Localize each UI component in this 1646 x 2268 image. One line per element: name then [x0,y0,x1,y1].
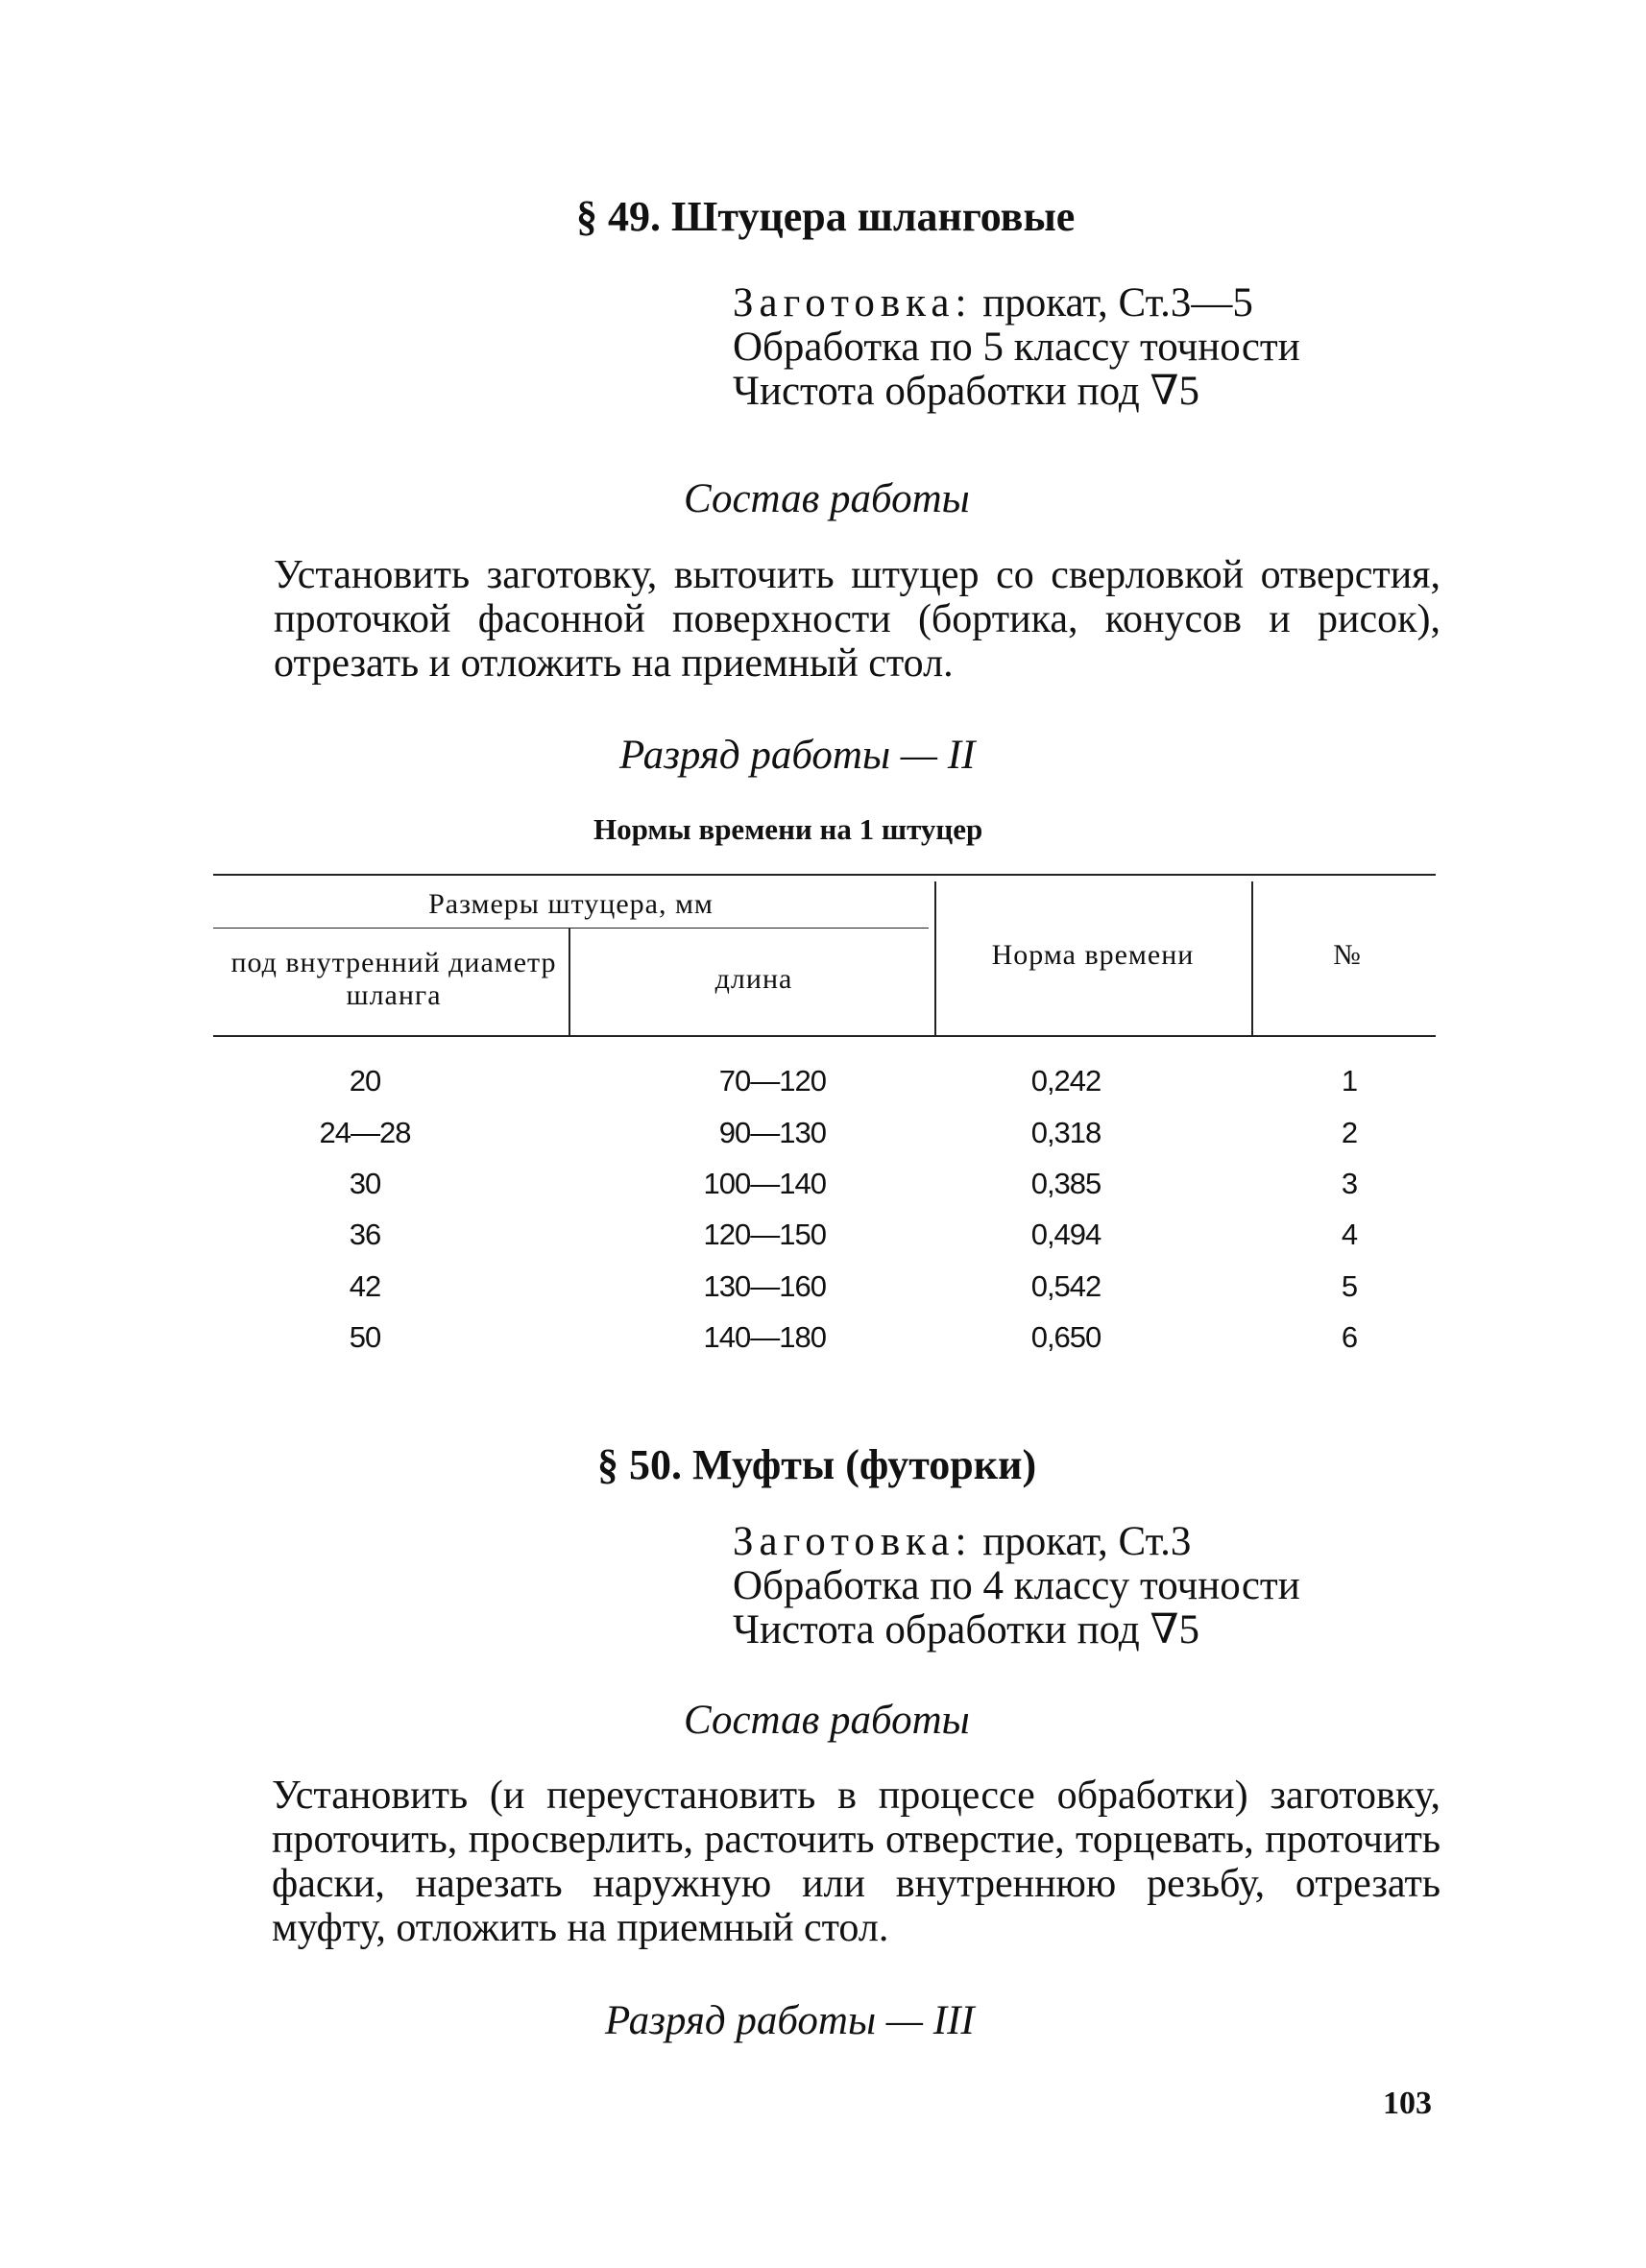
group-header-rule [213,928,929,929]
section-50-grade: Разряд работы — III [605,1998,975,2043]
table-caption: Нормы времени на 1 штуцер [593,812,983,846]
table-row [0,1218,1646,1269]
col-header-num: № [1333,939,1362,971]
cell-num: 2 [1341,1116,1358,1149]
cell-diameter: 20 [349,1064,381,1098]
col-header-norm: Норма времени [991,939,1195,971]
section-50-blank-value: прокат, Ст.3 [972,1519,1192,1564]
section-49-title: § 49. Штуцера шланговые [576,193,1076,240]
cell-norm: 0,650 [1030,1320,1101,1354]
table-top-rule [213,874,1436,876]
table-row [0,1167,1646,1218]
section-49-blank [733,281,1253,326]
cell-norm: 0,318 [1030,1116,1101,1149]
cell-length: 120—150 [703,1218,826,1251]
table-row [0,1320,1646,1372]
cell-num: 5 [1341,1269,1358,1303]
section-49-accuracy: Обработка по 5 классу точности [733,325,1300,370]
cell-diameter: 36 [349,1218,381,1251]
col-divider-3 [1251,881,1253,1035]
section-50-work-text: Установить (и переустановить в процессе обработки) заготовку, проточить, просверлить, расточить отверстие, торцевать, проточить фаски, нарезать наружную или внутреннюю резьбу, отрезать муфту, отложить на приемный стол. [272,1773,1440,1950]
header-bottom-rule [213,1035,1436,1037]
table-row [0,1116,1646,1168]
cell-diameter: 24—28 [319,1116,411,1149]
section-49-blank-value: прокат, Ст.3—5 [972,280,1253,326]
cell-norm: 0,542 [1030,1269,1101,1303]
section-49-blank-label: Заготовка: [733,280,973,326]
cell-length: 70—120 [718,1064,826,1098]
cell-norm: 0,242 [1030,1064,1101,1098]
section-50-work-heading: Состав работы [684,1698,970,1743]
cell-length: 130—160 [703,1269,826,1303]
section-50-blank-label: Заготовка: [733,1519,973,1564]
cell-num: 1 [1341,1064,1358,1098]
cell-diameter: 42 [349,1269,381,1303]
section-50-finish: Чистота обработки под ∇5 [733,1607,1199,1653]
cell-length: 140—180 [703,1320,826,1354]
col-header-diameter: под внутренний диаметр шланга [230,947,557,1011]
section-50-accuracy: Обработка по 4 классу точности [733,1563,1300,1608]
section-49-work-heading: Состав работы [684,476,970,521]
cell-norm: 0,494 [1030,1218,1101,1251]
section-49-finish: Чистота обработки под ∇5 [733,369,1199,414]
table-row [0,1064,1646,1116]
cell-length: 90—130 [718,1116,826,1149]
section-50-blank [733,1520,1191,1564]
cell-num: 6 [1341,1320,1358,1354]
col-divider-1 [569,929,570,1035]
cell-norm: 0,385 [1030,1167,1101,1200]
cell-num: 4 [1341,1218,1358,1251]
section-50-title: § 50. Муфты (футорки) [597,1441,1037,1488]
page-number: 103 [1383,2086,1432,2121]
col-header-length: длина [714,963,793,995]
cell-diameter: 50 [349,1320,381,1354]
section-49-grade: Разряд работы — II [619,733,976,778]
table-row [0,1269,1646,1321]
col-divider-2 [934,881,936,1035]
cell-num: 3 [1341,1167,1358,1200]
section-49-work-text: Установить заготовку, выточить штуцер со сверловкой отверстия, проточкой фасонной поверхности (бортика, конусов и рисок), отрезать и отложить на приемный стол. [274,553,1440,686]
group-header: Размеры штуцера, мм [428,888,714,920]
cell-diameter: 30 [349,1167,381,1200]
cell-length: 100—140 [703,1167,826,1200]
